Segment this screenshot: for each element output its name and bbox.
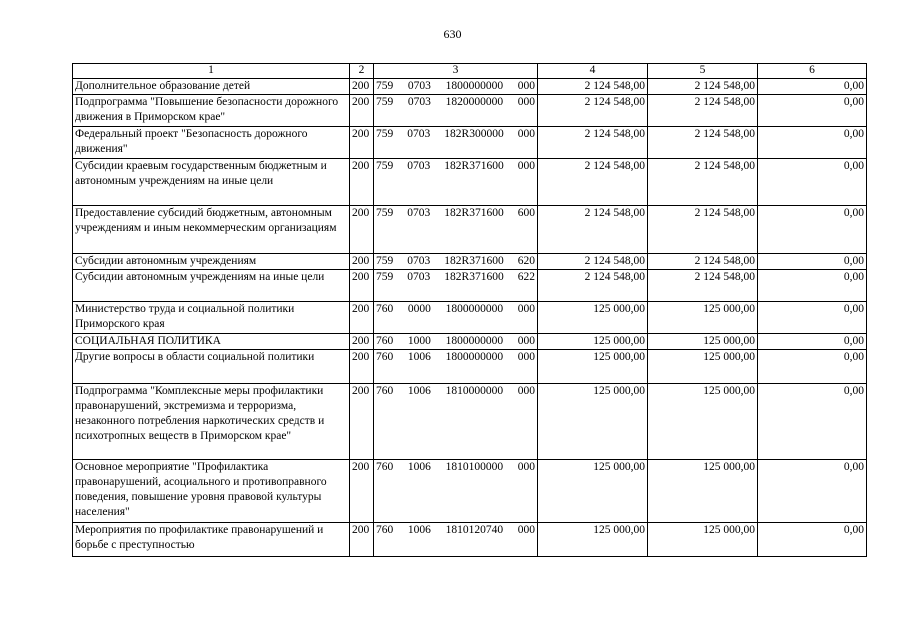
row-grbs-code: 200: [350, 460, 374, 523]
code-expense-type: 000: [517, 335, 535, 347]
code-department: 759: [376, 80, 394, 92]
row-grbs-code: 200: [350, 302, 374, 334]
table-row: [73, 270, 867, 302]
code-target-article: 182R371600: [444, 207, 504, 219]
code-department: 759: [376, 160, 394, 172]
row-value-col4: 125 000,00: [538, 350, 648, 384]
row-name: СОЦИАЛЬНАЯ ПОЛИТИКА: [73, 334, 350, 350]
header-cell-5: 5: [648, 64, 758, 79]
table-row: [73, 95, 867, 127]
table-row: [73, 460, 867, 523]
row-value-col5: 2 124 548,00: [648, 127, 758, 159]
row-value-col6: 0,00: [758, 460, 867, 523]
table-row: [73, 334, 867, 350]
row-value-col4: 2 124 548,00: [538, 254, 648, 270]
code-section: 0703: [407, 271, 431, 283]
row-classification-code: [374, 159, 538, 206]
row-grbs-code: 200: [350, 350, 374, 384]
table-row: [73, 127, 867, 159]
row-grbs-code: 200: [350, 334, 374, 350]
code-department: 760: [376, 335, 394, 347]
code-expense-type: 000: [517, 80, 535, 92]
table-row: [73, 302, 867, 334]
code-target-article: 1800000000: [445, 303, 504, 315]
header-cell-2: 2: [350, 64, 374, 79]
code-target-article: 182R371600: [444, 271, 504, 283]
row-name: Мероприятия по профилактике правонарушений и борьбе с преступностью: [73, 523, 350, 557]
table-row: [73, 254, 867, 270]
classification-code-group: [376, 79, 535, 94]
row-name: Субсидии краевым государственным бюджетным и автономным учреждениям на иные цели: [73, 159, 350, 206]
classification-code-group: [376, 206, 535, 221]
code-section: 1006: [407, 461, 431, 473]
row-value-col4: 2 124 548,00: [538, 79, 648, 95]
row-value-col6: 0,00: [758, 350, 867, 384]
classification-code-group: [376, 270, 535, 285]
row-classification-code: [374, 334, 538, 350]
code-section: 1000: [407, 335, 431, 347]
code-expense-type: 000: [517, 461, 535, 473]
classification-code-group: [376, 384, 535, 399]
code-expense-type: 000: [517, 385, 535, 397]
table-row: [73, 350, 867, 384]
row-value-col4: 125 000,00: [538, 384, 648, 460]
budget-table-body: [73, 64, 867, 557]
code-expense-type: 000: [517, 160, 535, 172]
code-section: 0703: [407, 255, 431, 267]
row-value-col6: 0,00: [758, 523, 867, 557]
row-classification-code: [374, 384, 538, 460]
row-name: Подпрограмма "Повышение безопасности дорожного движения в Приморском крае": [73, 95, 350, 127]
row-grbs-code: 200: [350, 127, 374, 159]
header-cell-4: 4: [538, 64, 648, 79]
table-row: [73, 206, 867, 254]
classification-code-group: [376, 254, 535, 269]
row-name: Основное мероприятие "Профилактика правонарушений, асоциального и противоправного поведения, повышение уровня правовой культуры населения": [73, 460, 350, 523]
row-name: Субсидии автономным учреждениям на иные цели: [73, 270, 350, 302]
row-value-col4: 2 124 548,00: [538, 95, 648, 127]
row-grbs-code: 200: [350, 384, 374, 460]
code-target-article: 1820000000: [445, 96, 504, 108]
row-name: Федеральный проект "Безопасность дорожного движения": [73, 127, 350, 159]
row-value-col4: 2 124 548,00: [538, 270, 648, 302]
row-value-col5: 2 124 548,00: [648, 254, 758, 270]
row-value-col6: 0,00: [758, 95, 867, 127]
row-grbs-code: 200: [350, 79, 374, 95]
code-department: 759: [376, 128, 394, 140]
row-name: Другие вопросы в области социальной политики: [73, 350, 350, 384]
row-grbs-code: 200: [350, 159, 374, 206]
row-grbs-code: 200: [350, 254, 374, 270]
code-section: 1006: [407, 385, 431, 397]
page-number: 630: [443, 27, 462, 41]
budget-table: [72, 63, 867, 557]
row-value-col5: 125 000,00: [648, 350, 758, 384]
row-value-col4: 2 124 548,00: [538, 127, 648, 159]
code-target-article: 1810000000: [445, 385, 504, 397]
code-expense-type: 620: [517, 255, 535, 267]
classification-code-group: [376, 302, 535, 317]
header-row: [73, 64, 867, 79]
code-department: 759: [376, 207, 394, 219]
code-department: 759: [376, 271, 394, 283]
row-value-col6: 0,00: [758, 334, 867, 350]
code-expense-type: 000: [517, 303, 535, 315]
classification-code-group: [376, 523, 535, 538]
code-expense-type: 000: [517, 96, 535, 108]
row-grbs-code: 200: [350, 95, 374, 127]
row-value-col4: 125 000,00: [538, 334, 648, 350]
classification-code-group: [376, 127, 535, 142]
code-department: 759: [376, 96, 394, 108]
row-value-col5: 125 000,00: [648, 334, 758, 350]
code-department: 759: [376, 255, 394, 267]
table-row: [73, 79, 867, 95]
table-row: [73, 384, 867, 460]
code-department: 760: [376, 351, 394, 363]
table-row: [73, 159, 867, 206]
code-department: 760: [376, 461, 394, 473]
code-target-article: 182R371600: [444, 255, 504, 267]
row-classification-code: [374, 79, 538, 95]
row-classification-code: [374, 350, 538, 384]
code-expense-type: 600: [517, 207, 535, 219]
code-section: 0703: [407, 80, 431, 92]
row-value-col5: 2 124 548,00: [648, 79, 758, 95]
code-expense-type: 000: [517, 128, 535, 140]
table-row: [73, 523, 867, 557]
code-target-article: 1810120740: [445, 524, 504, 536]
header-cell-6: 6: [758, 64, 867, 79]
row-classification-code: [374, 127, 538, 159]
code-expense-type: 000: [517, 524, 535, 536]
row-name: Подпрограмма "Комплексные меры профилактики правонарушений, экстремизма и терроризма, незаконного потребления наркотических средств и психотропных веществ в Приморском крае": [73, 384, 350, 460]
row-grbs-code: 200: [350, 523, 374, 557]
row-value-col5: 125 000,00: [648, 302, 758, 334]
code-section: 0703: [407, 96, 431, 108]
classification-code-group: [376, 334, 535, 349]
code-section: 1006: [407, 351, 431, 363]
row-classification-code: [374, 254, 538, 270]
row-value-col6: 0,00: [758, 302, 867, 334]
row-name: Предоставление субсидий бюджетным, автономным учреждениям и иным некоммерческим организациям: [73, 206, 350, 254]
classification-code-group: [376, 350, 535, 365]
code-target-article: 1810100000: [445, 461, 504, 473]
row-value-col4: 2 124 548,00: [538, 159, 648, 206]
row-value-col5: 125 000,00: [648, 460, 758, 523]
classification-code-group: [376, 460, 535, 475]
code-section: 0703: [407, 160, 431, 172]
classification-code-group: [376, 95, 535, 110]
row-value-col5: 2 124 548,00: [648, 159, 758, 206]
code-section: 0703: [407, 128, 431, 140]
header-cell-3: 3: [374, 64, 538, 79]
row-classification-code: [374, 523, 538, 557]
code-target-article: 182R300000: [444, 128, 504, 140]
code-section: 0703: [407, 207, 431, 219]
row-classification-code: [374, 302, 538, 334]
row-name: Субсидии автономным учреждениям: [73, 254, 350, 270]
code-target-article: 1800000000: [445, 351, 504, 363]
code-department: 760: [376, 385, 394, 397]
row-value-col4: 125 000,00: [538, 302, 648, 334]
classification-code-group: [376, 159, 535, 174]
row-value-col6: 0,00: [758, 206, 867, 254]
row-value-col4: 125 000,00: [538, 523, 648, 557]
row-value-col5: 125 000,00: [648, 523, 758, 557]
row-value-col6: 0,00: [758, 79, 867, 95]
row-name: Министерство труда и социальной политики Приморского края: [73, 302, 350, 334]
row-classification-code: [374, 206, 538, 254]
row-classification-code: [374, 270, 538, 302]
row-grbs-code: 200: [350, 206, 374, 254]
row-value-col5: 2 124 548,00: [648, 95, 758, 127]
code-department: 760: [376, 303, 394, 315]
row-value-col5: 2 124 548,00: [648, 270, 758, 302]
code-expense-type: 000: [517, 351, 535, 363]
header-cell-1: 1: [73, 64, 350, 79]
code-department: 760: [376, 524, 394, 536]
row-classification-code: [374, 95, 538, 127]
row-classification-code: [374, 460, 538, 523]
code-section: 1006: [407, 524, 431, 536]
row-value-col5: 125 000,00: [648, 384, 758, 460]
code-target-article: 182R371600: [444, 160, 504, 172]
row-value-col6: 0,00: [758, 127, 867, 159]
code-target-article: 1800000000: [445, 80, 504, 92]
code-section: 0000: [407, 303, 431, 315]
row-grbs-code: 200: [350, 270, 374, 302]
row-value-col4: 125 000,00: [538, 460, 648, 523]
row-value-col6: 0,00: [758, 384, 867, 460]
row-value-col4: 2 124 548,00: [538, 206, 648, 254]
row-name: Дополнительное образование детей: [73, 79, 350, 95]
row-value-col5: 2 124 548,00: [648, 206, 758, 254]
code-expense-type: 622: [517, 271, 535, 283]
row-value-col6: 0,00: [758, 254, 867, 270]
row-value-col6: 0,00: [758, 159, 867, 206]
row-value-col6: 0,00: [758, 270, 867, 302]
code-target-article: 1800000000: [445, 335, 504, 347]
